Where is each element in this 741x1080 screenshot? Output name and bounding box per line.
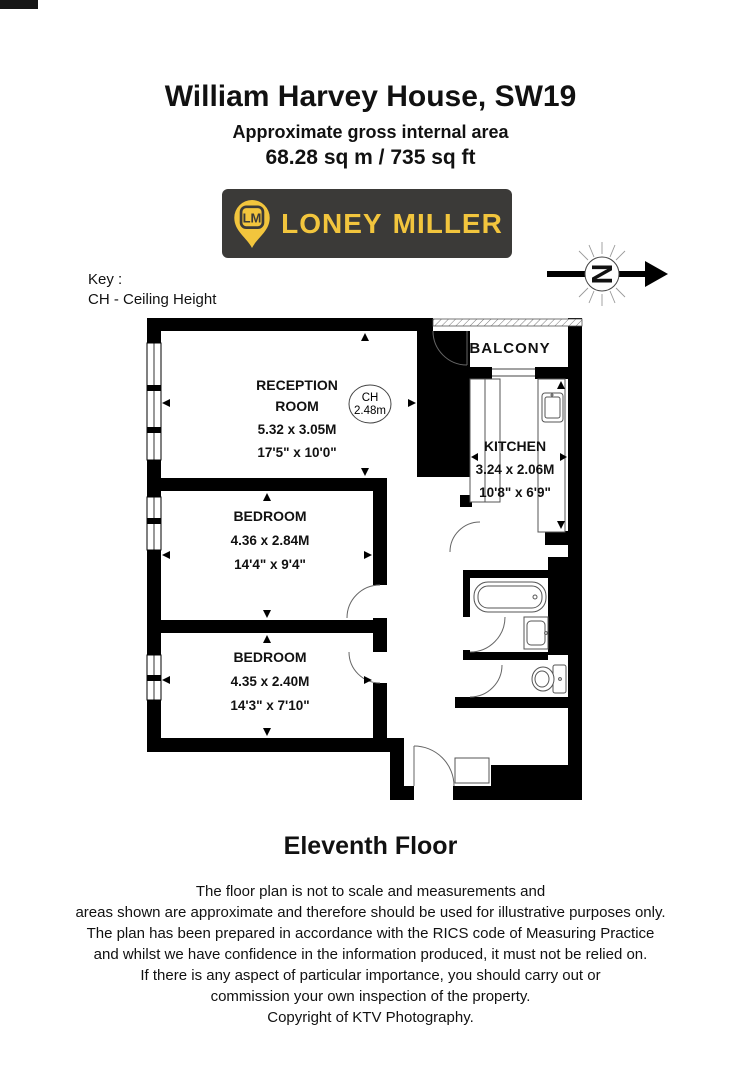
disclaimer-line: areas shown are approximate and therefore should be used for illustrative purposes only. bbox=[75, 904, 666, 921]
bedroom2-imperial: 14'3" x 7'10" bbox=[230, 698, 310, 713]
disclaimer bbox=[0, 881, 741, 1028]
bedroom2-name: BEDROOM bbox=[233, 649, 307, 665]
page-subtitle: Approximate gross internal area bbox=[232, 122, 509, 142]
bedroom1-imperial: 14'4" x 9'4" bbox=[234, 557, 306, 572]
kitchen-metric: 3.24 x 2.06M bbox=[475, 462, 555, 477]
floor-plan bbox=[137, 305, 607, 805]
key-title: Key : bbox=[88, 271, 123, 288]
balcony-sliding-door bbox=[492, 369, 535, 376]
kitchen-door-arc bbox=[450, 522, 480, 552]
scan-edge-artifact bbox=[0, 0, 38, 9]
floor-label: Eleventh Floor bbox=[283, 832, 458, 860]
map-pin-icon bbox=[231, 199, 273, 249]
bathroom-sink bbox=[524, 617, 548, 649]
bedroom1-name: BEDROOM bbox=[233, 508, 307, 524]
logo-wordmark bbox=[281, 208, 503, 240]
disclaimer-line: The floor plan is not to scale and measurements and bbox=[195, 883, 546, 900]
ceiling-height-badge bbox=[349, 385, 391, 423]
gross-internal-area: 68.28 sq m / 735 sq ft bbox=[265, 146, 476, 169]
compass-north-letter: N bbox=[585, 263, 617, 285]
bathtub bbox=[474, 582, 546, 612]
wc-door-arc bbox=[470, 665, 502, 697]
bedroom1-door-arc bbox=[347, 585, 380, 618]
kitchen-name: KITCHEN bbox=[483, 438, 547, 454]
toilet bbox=[532, 665, 566, 693]
reception-imperial: 17'5" x 10'0" bbox=[257, 445, 337, 460]
bathroom-door-arc bbox=[470, 617, 505, 652]
agency-logo bbox=[222, 189, 512, 258]
reception-name-line1: RECEPTION bbox=[256, 377, 338, 393]
copyright-line: Copyright of KTV Photography. bbox=[267, 1009, 474, 1026]
ch-value: 2.48m bbox=[354, 405, 386, 417]
kitchen-counters bbox=[470, 379, 565, 532]
balcony-railing bbox=[433, 319, 582, 326]
logo-monogram: LM bbox=[242, 209, 262, 225]
front-door-arc bbox=[414, 746, 454, 786]
disclaimer-line: The plan has been prepared in accordance with the RICS code of Measuring Practice bbox=[86, 925, 655, 942]
disclaimer-line: commission your own inspection of the property. bbox=[210, 988, 531, 1005]
reception-metric: 5.32 x 3.05M bbox=[257, 422, 337, 437]
disclaimer-line: If there is any aspect of particular importance, you should carry out or bbox=[140, 967, 601, 984]
kitchen-imperial: 10'8" x 6'9" bbox=[479, 485, 551, 500]
ch-label: CH bbox=[361, 392, 379, 404]
logo-word-loney: LONEY bbox=[281, 207, 383, 239]
reception-name-line2: ROOM bbox=[275, 398, 319, 414]
entrance-cupboard bbox=[455, 758, 489, 783]
bedroom2-metric: 4.35 x 2.40M bbox=[230, 674, 310, 689]
balcony-label: BALCONY bbox=[469, 340, 551, 357]
disclaimer-line: and whilst we have confidence in the information produced, it must not be relied on. bbox=[93, 946, 648, 963]
plan-key bbox=[88, 270, 216, 310]
page-title: William Harvey House, SW19 bbox=[164, 80, 577, 113]
key-entry-ceiling-height: CH - Ceiling Height bbox=[88, 291, 217, 308]
bedroom1-metric: 4.36 x 2.84M bbox=[230, 533, 310, 548]
logo-word-miller: MILLER bbox=[392, 207, 503, 239]
